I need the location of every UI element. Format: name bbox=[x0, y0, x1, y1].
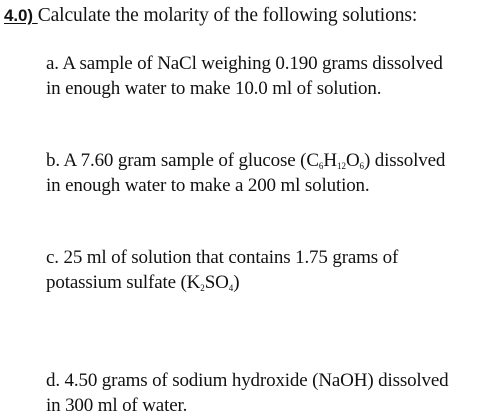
sulfate-oxygen-subscript: 4 bbox=[228, 283, 234, 293]
problem-c bbox=[46, 245, 398, 295]
problem-c-line-1: c. 25 ml of solution that contains 1.75 grams of bbox=[46, 247, 399, 268]
problem-d bbox=[46, 368, 449, 418]
potassium-subscript: 2 bbox=[200, 283, 205, 293]
problem-a bbox=[46, 51, 443, 101]
problem-d-line-1: d. 4.50 grams of sodium hydroxide (NaOH) dissolved bbox=[46, 370, 449, 391]
problem-a-line-1: a. A sample of NaCl weighing 0.190 grams dissolved bbox=[46, 53, 443, 74]
problem-b-line-2: in enough water to make a 200 ml solution. bbox=[46, 175, 370, 196]
problem-b bbox=[46, 148, 445, 198]
problem-a-line-2: in enough water to make 10.0 ml of solution. bbox=[46, 78, 382, 99]
glucose-carbon-subscript: 6 bbox=[318, 161, 324, 171]
question-number: 4.0) bbox=[4, 6, 33, 25]
problem-c-line-2: potassium sulfate $(K_2SO_4)$ bbox=[46, 272, 240, 293]
glucose-oxygen-subscript: 6 bbox=[359, 161, 365, 171]
problem-d-line-2: in 300 ml of water. bbox=[46, 395, 188, 416]
question-text: Calculate the molarity of the following solutions: bbox=[37, 5, 418, 26]
problem-b-line-1: b. A 7.60 gram sample of glucose $(C_6H_{12}O_6)$ dissolved bbox=[46, 150, 446, 171]
glucose-hydrogen-subscript: 12 bbox=[336, 161, 346, 171]
question-heading bbox=[4, 4, 417, 28]
